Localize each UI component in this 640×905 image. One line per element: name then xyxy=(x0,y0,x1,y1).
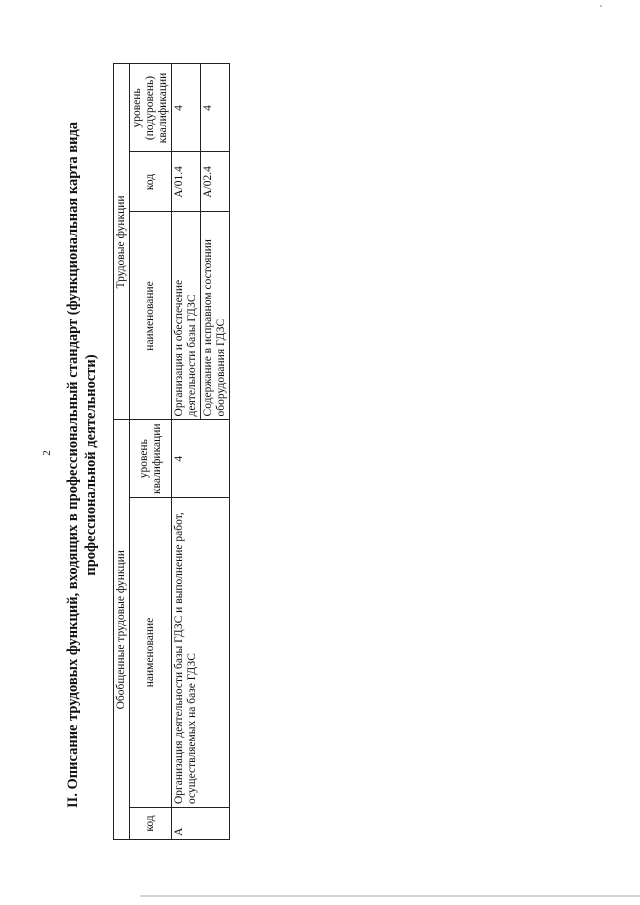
section-title xyxy=(64,105,100,825)
generalized-function-name: Организация деятельности базы ГДЗС и выполнение работ, осуществляемых на базе ГДЗС xyxy=(172,498,230,808)
generalized-function-code: А xyxy=(172,808,230,840)
labor-function-code: А/02.4 xyxy=(201,152,230,212)
labor-function-name: Содержание в исправном состоянии оборудования ГДЗС xyxy=(201,212,230,420)
header-sublevel: уровень (подуровень) квалификации xyxy=(130,64,172,152)
header-qualification-level: уровень квалификации xyxy=(130,420,172,498)
table-row xyxy=(172,64,201,840)
header-generalized-functions: Обобщенные трудовые функции xyxy=(114,420,130,840)
header-labor-functions: Трудовые функции xyxy=(114,64,130,420)
labor-function-sublevel: 4 xyxy=(201,64,230,152)
labor-function-sublevel: 4 xyxy=(172,64,201,152)
header-code: код xyxy=(130,808,172,840)
labor-function-name: Организация и обеспечение деятельности базы ГДЗС xyxy=(172,212,201,420)
section-title-line-2: профессиональной деятельности) xyxy=(83,354,99,576)
header-function-code: код xyxy=(130,152,172,212)
header-name: наименование xyxy=(130,498,172,808)
table-header-row-1 xyxy=(114,64,130,840)
generalized-function-level: 4 xyxy=(172,420,230,498)
header-function-name: наименование xyxy=(130,212,172,420)
table-header-row-2 xyxy=(130,64,172,840)
functional-map-table xyxy=(113,63,230,840)
page-number: 2 xyxy=(41,450,53,456)
scan-edge-line xyxy=(140,895,640,897)
section-title-line-1: II. Описание трудовых функций, входящих в профессиональный стандарт (функциональная карта вида xyxy=(65,121,81,809)
labor-function-code: А/01.4 xyxy=(172,152,201,212)
scan-speck xyxy=(600,5,602,7)
